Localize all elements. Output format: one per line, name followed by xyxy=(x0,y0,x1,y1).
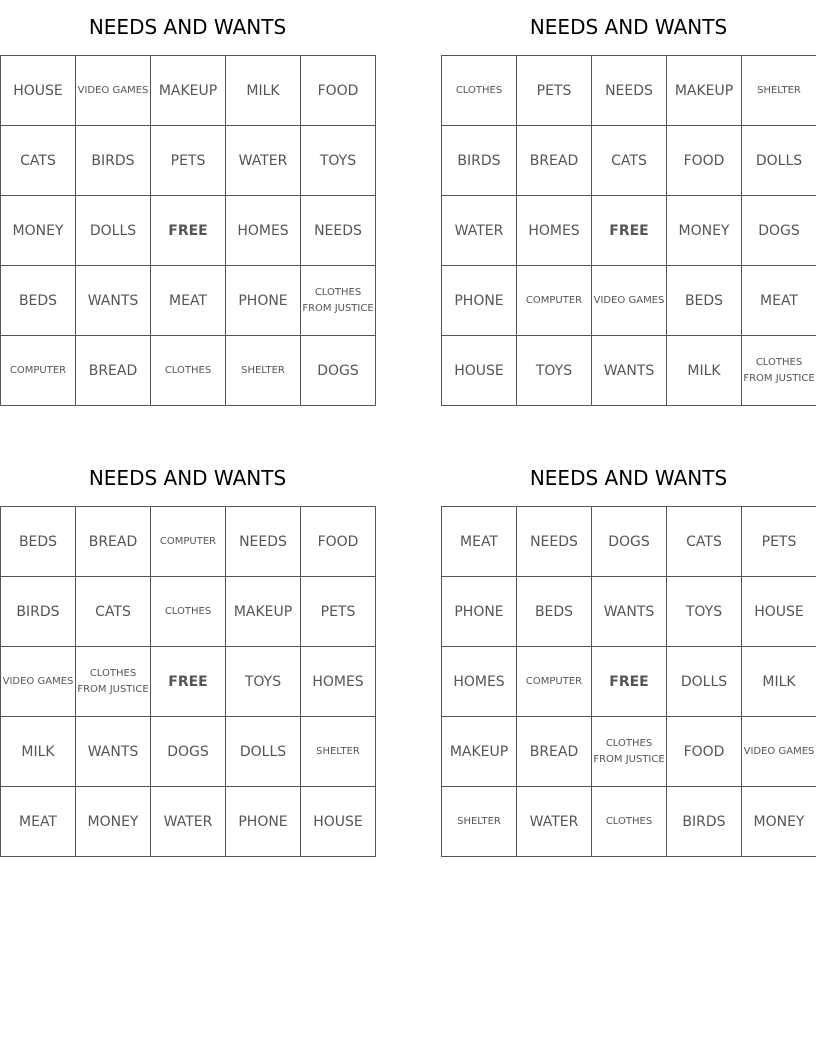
grid-cell: TOYS xyxy=(667,577,742,647)
grid-cell: DOGS xyxy=(742,196,816,266)
grid-cell: CATS xyxy=(667,507,742,577)
grid-cell: SHELTER xyxy=(226,336,301,406)
grid-cell: BREAD xyxy=(76,507,151,577)
grid-cell: CATS xyxy=(76,577,151,647)
grid-row xyxy=(1,196,376,266)
grid-row xyxy=(442,196,816,266)
grid-row xyxy=(1,787,376,857)
grid-cell: HOMES xyxy=(226,196,301,266)
grid-cell: CATS xyxy=(592,126,667,196)
bingo-grid xyxy=(441,55,816,406)
grid-cell: MILK xyxy=(742,647,816,717)
grid-row xyxy=(442,717,816,787)
grid-cell: WATER xyxy=(442,196,517,266)
grid-cell: CLOTHES FROM JUSTICE xyxy=(592,717,667,787)
grid-cell: PHONE xyxy=(442,577,517,647)
grid-cell: DOGS xyxy=(592,507,667,577)
card-title: NEEDS AND WANTS xyxy=(88,466,287,490)
grid-cell: COMPUTER xyxy=(517,647,592,717)
grid-cell: TOYS xyxy=(226,647,301,717)
grid-row xyxy=(442,56,816,126)
grid-cell: WATER xyxy=(226,126,301,196)
grid-cell: WATER xyxy=(517,787,592,857)
grid-cell: WANTS xyxy=(76,266,151,336)
grid-cell: PETS xyxy=(151,126,226,196)
grid-row xyxy=(1,336,376,406)
grid-cell: BREAD xyxy=(76,336,151,406)
grid-cell: CLOTHES xyxy=(151,577,226,647)
grid-row xyxy=(442,266,816,336)
grid-cell: PHONE xyxy=(226,787,301,857)
grid-cell: FOOD xyxy=(301,507,376,577)
grid-row xyxy=(442,507,816,577)
grid-cell: TOYS xyxy=(517,336,592,406)
card-title: NEEDS AND WANTS xyxy=(529,15,728,39)
grid-cell: PETS xyxy=(742,507,816,577)
grid-cell: CLOTHES FROM JUSTICE xyxy=(742,336,816,406)
grid-cell: SHELTER xyxy=(301,717,376,787)
grid-row xyxy=(1,647,376,717)
grid-row xyxy=(1,717,376,787)
grid-cell: MAKEUP xyxy=(151,56,226,126)
grid-cell: MILK xyxy=(226,56,301,126)
grid-cell: SHELTER xyxy=(742,56,816,126)
grid-cell: MONEY xyxy=(1,196,76,266)
free-space-cell: FREE xyxy=(151,647,226,717)
grid-cell: NEEDS xyxy=(517,507,592,577)
grid-cell: CATS xyxy=(1,126,76,196)
grid-cell: BIRDS xyxy=(1,577,76,647)
grid-cell: COMPUTER xyxy=(517,266,592,336)
grid-cell: SHELTER xyxy=(442,787,517,857)
grid-cell: HOUSE xyxy=(742,577,816,647)
grid-cell: BEDS xyxy=(667,266,742,336)
grid-cell: HOUSE xyxy=(442,336,517,406)
grid-cell: COMPUTER xyxy=(1,336,76,406)
grid-cell: COMPUTER xyxy=(151,507,226,577)
grid-cell: BEDS xyxy=(517,577,592,647)
grid-cell: BEDS xyxy=(1,266,76,336)
grid-row xyxy=(442,647,816,717)
grid-cell: MAKEUP xyxy=(226,577,301,647)
free-space-cell: FREE xyxy=(592,196,667,266)
grid-cell: WATER xyxy=(151,787,226,857)
grid-cell: VIDEO GAMES xyxy=(742,717,816,787)
bingo-card-1 xyxy=(0,12,375,406)
bingo-grid xyxy=(0,506,376,857)
bingo-card-4 xyxy=(441,463,816,857)
grid-row xyxy=(1,56,376,126)
card-title: NEEDS AND WANTS xyxy=(529,466,728,490)
free-space-cell: FREE xyxy=(151,196,226,266)
grid-cell: DOLLS xyxy=(742,126,816,196)
grid-cell: VIDEO GAMES xyxy=(76,56,151,126)
grid-cell: HOMES xyxy=(517,196,592,266)
grid-cell: VIDEO GAMES xyxy=(1,647,76,717)
bingo-card-3 xyxy=(0,463,375,857)
grid-cell: NEEDS xyxy=(301,196,376,266)
grid-cell: BIRDS xyxy=(442,126,517,196)
grid-row xyxy=(1,577,376,647)
grid-row xyxy=(1,126,376,196)
grid-cell: CLOTHES xyxy=(592,787,667,857)
grid-cell: NEEDS xyxy=(226,507,301,577)
grid-cell: MILK xyxy=(1,717,76,787)
grid-cell: CLOTHES FROM JUSTICE xyxy=(76,647,151,717)
grid-row xyxy=(1,266,376,336)
grid-cell: DOGS xyxy=(151,717,226,787)
grid-cell: HOMES xyxy=(301,647,376,717)
grid-cell: WANTS xyxy=(76,717,151,787)
grid-cell: FOOD xyxy=(301,56,376,126)
grid-cell: HOMES xyxy=(442,647,517,717)
grid-cell: WANTS xyxy=(592,336,667,406)
grid-cell: NEEDS xyxy=(592,56,667,126)
grid-row xyxy=(442,336,816,406)
grid-cell: BIRDS xyxy=(76,126,151,196)
grid-cell: MONEY xyxy=(742,787,816,857)
grid-row xyxy=(442,577,816,647)
grid-cell: MEAT xyxy=(151,266,226,336)
grid-cell: MEAT xyxy=(742,266,816,336)
bingo-grid xyxy=(0,55,376,406)
grid-cell: MEAT xyxy=(1,787,76,857)
grid-cell: FOOD xyxy=(667,126,742,196)
grid-cell: CLOTHES FROM JUSTICE xyxy=(301,266,376,336)
grid-cell: HOUSE xyxy=(1,56,76,126)
grid-cell: BIRDS xyxy=(667,787,742,857)
grid-cell: CLOTHES xyxy=(151,336,226,406)
grid-cell: MILK xyxy=(667,336,742,406)
grid-cell: DOLLS xyxy=(226,717,301,787)
grid-cell: DOGS xyxy=(301,336,376,406)
grid-cell: FOOD xyxy=(667,717,742,787)
grid-cell: PHONE xyxy=(226,266,301,336)
grid-cell: BREAD xyxy=(517,126,592,196)
bingo-grid xyxy=(441,506,816,857)
grid-cell: MAKEUP xyxy=(667,56,742,126)
grid-cell: PETS xyxy=(301,577,376,647)
free-space-cell: FREE xyxy=(592,647,667,717)
grid-cell: MONEY xyxy=(667,196,742,266)
card-title: NEEDS AND WANTS xyxy=(88,15,287,39)
bingo-card-2 xyxy=(441,12,816,406)
grid-cell: PHONE xyxy=(442,266,517,336)
grid-cell: DOLLS xyxy=(667,647,742,717)
grid-cell: MONEY xyxy=(76,787,151,857)
grid-cell: BEDS xyxy=(1,507,76,577)
grid-cell: CLOTHES xyxy=(442,56,517,126)
grid-cell: WANTS xyxy=(592,577,667,647)
grid-cell: TOYS xyxy=(301,126,376,196)
grid-row xyxy=(1,507,376,577)
grid-cell: BREAD xyxy=(517,717,592,787)
grid-cell: HOUSE xyxy=(301,787,376,857)
grid-cell: MAKEUP xyxy=(442,717,517,787)
grid-cell: DOLLS xyxy=(76,196,151,266)
grid-cell: PETS xyxy=(517,56,592,126)
grid-cell: MEAT xyxy=(442,507,517,577)
grid-row xyxy=(442,787,816,857)
grid-row xyxy=(442,126,816,196)
grid-cell: VIDEO GAMES xyxy=(592,266,667,336)
